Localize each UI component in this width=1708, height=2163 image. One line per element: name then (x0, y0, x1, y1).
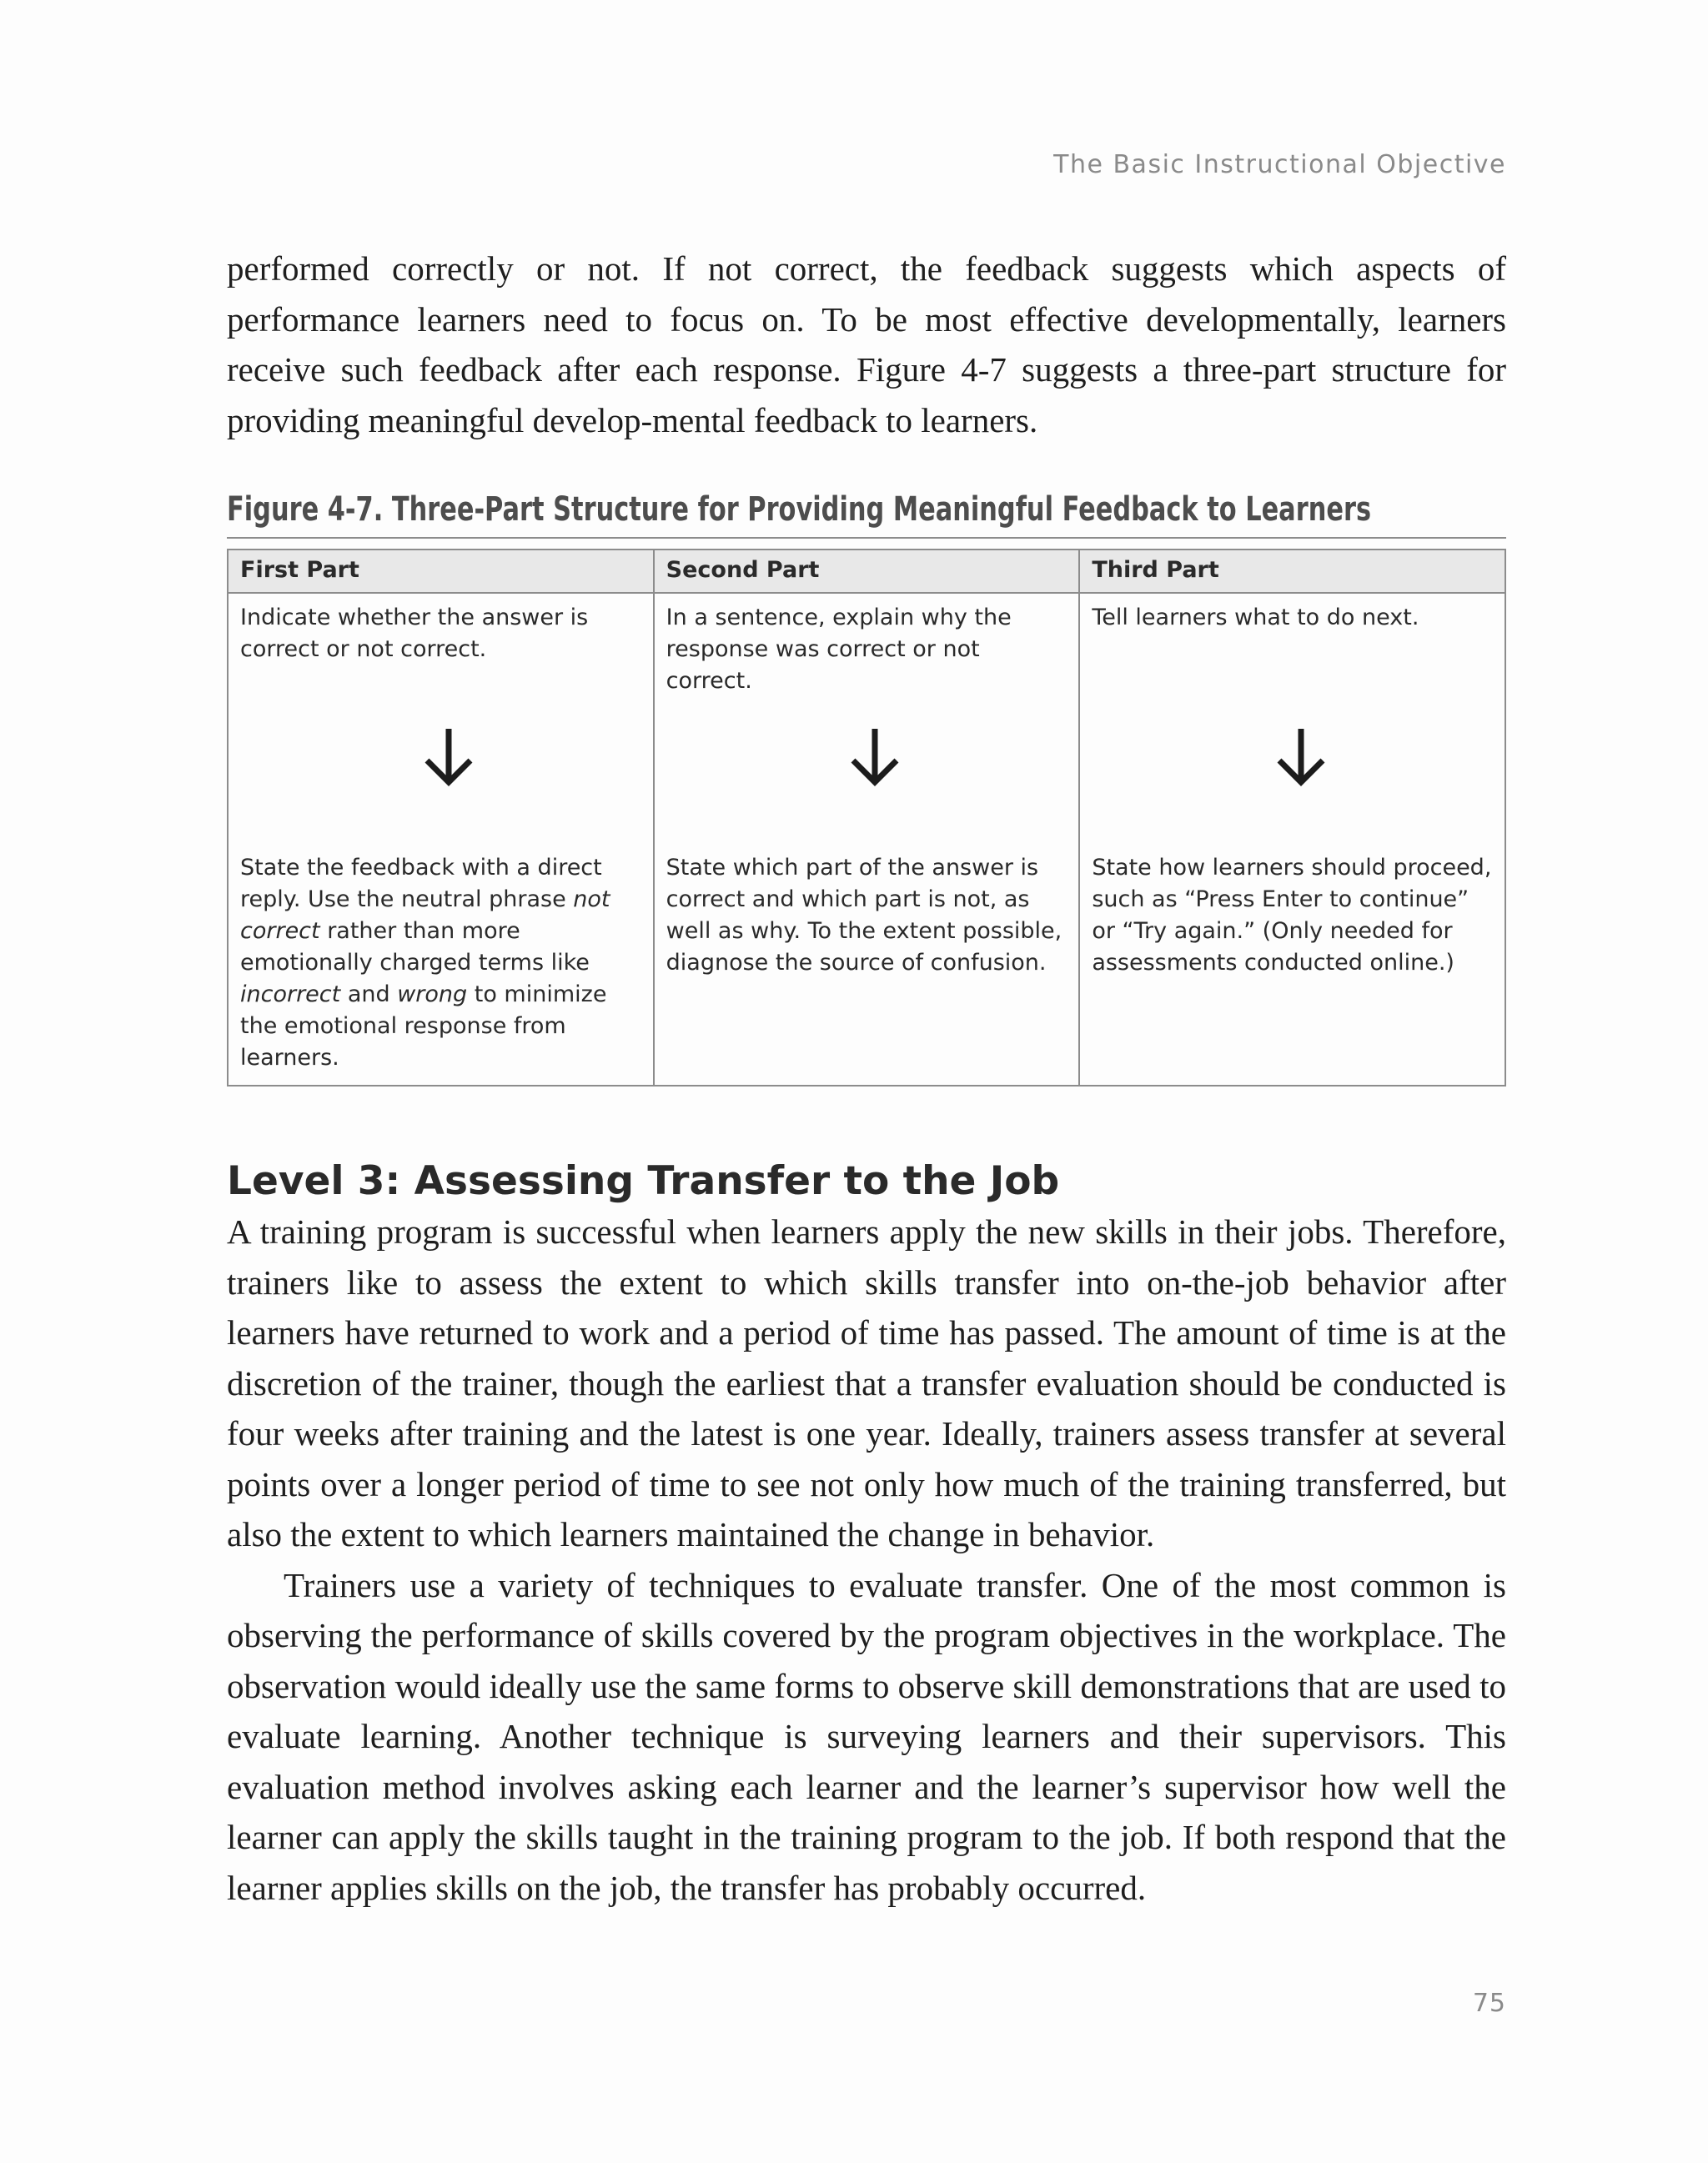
section-paragraph-1: A training program is successful when learners apply the new skills in their jobs. Therefore, trainers like to assess the extent to which skills transfer into on-the-job behavior after learners have returned to work and a period of time has passed. The amount of time is at the discretion of the trainer, though the earliest that a transfer evaluation should be conducted is four weeks after training and the latest is one year. Ideally, trainers assess transfer at several points over a longer period of time to see not only how much of the training transferred, but also the extent to which learners maintained the change in behavior. (227, 1212, 1506, 1553)
figure-title-rule (227, 537, 1506, 539)
second-part-cell (654, 593, 1080, 1086)
figure-title: Figure 4-7. Three-Part Structure for Providing Meaningful Feedback to Learners (227, 490, 1372, 529)
first-part-detail-text: and (340, 981, 398, 1007)
arrow-down-icon (666, 697, 1068, 852)
table-header-row (228, 550, 1505, 593)
intro-paragraph: performed correctly or not. If not correct, the feedback suggests which aspects of performance learners need to focus on. To be most effective developmentally, learners receive such feedback after each response. Figure 4-7 suggests a three-part structure for providing meaningful develop-mental feedback to learners. (227, 249, 1506, 439)
first-part-detail (240, 852, 641, 1074)
third-part-cell (1079, 593, 1505, 1086)
running-header: The Basic Instructional Objective (1053, 150, 1506, 179)
section-paragraph-2: Trainers use a variety of techniques to evaluate transfer. One of the most common is observing the performance of skills covered by the program objectives in the workplace. The observation would ideally use the same forms to observe skill demonstrations that are used to evaluate learning. Another technique is surveying learners and their supervisors. This evaluation method involves asking each learner and the learner’s supervisor how well the learner can apply the skills taught in the training program to the job. If both respond that the learner applies skills on the job, the transfer has probably occurred. (227, 1565, 1506, 1907)
column-header-third-part: Third Part (1079, 550, 1505, 593)
first-part-detail-text: State the feedback with a direct reply. Use the neutral phrase (240, 855, 602, 912)
third-part-detail: State how learners should proceed, such as “Press Enter to continue” or “Try again.” (Only needed for assessments conducted online.) (1092, 855, 1492, 976)
arrow-down-icon (240, 697, 641, 852)
column-header-first-part: First Part (228, 550, 654, 593)
table-row (228, 593, 1505, 1086)
section-heading: Level 3: Assessing Transfer to the Job (227, 1158, 1060, 1204)
page-content (227, 243, 1506, 1913)
third-part-instruction: Tell learners what to do next. (1092, 605, 1419, 630)
first-part-detail-text: to minimize the emotional response from learners. (240, 981, 607, 1071)
second-part-instruction: In a sentence, explain why the response was correct or not correct. (666, 605, 1012, 694)
feedback-structure-table (227, 549, 1506, 1087)
phrase-incorrect: incorrect (240, 981, 341, 1007)
first-part-instruction: Indicate whether the answer is correct or not correct. (240, 605, 589, 662)
phrase-not-correct: not correct (240, 886, 610, 944)
second-part-detail: State which part of the answer is correct and which part is not, as well as why. To the extent possible, diagnose the source of confusion. (666, 855, 1062, 976)
first-part-cell (228, 593, 654, 1086)
arrow-down-icon (1092, 697, 1493, 852)
column-header-second-part: Second Part (654, 550, 1080, 593)
page-number: 75 (1472, 1989, 1506, 2018)
phrase-wrong: wrong (397, 981, 468, 1007)
first-part-detail-text: rather than more emotionally charged terms like (240, 918, 590, 976)
